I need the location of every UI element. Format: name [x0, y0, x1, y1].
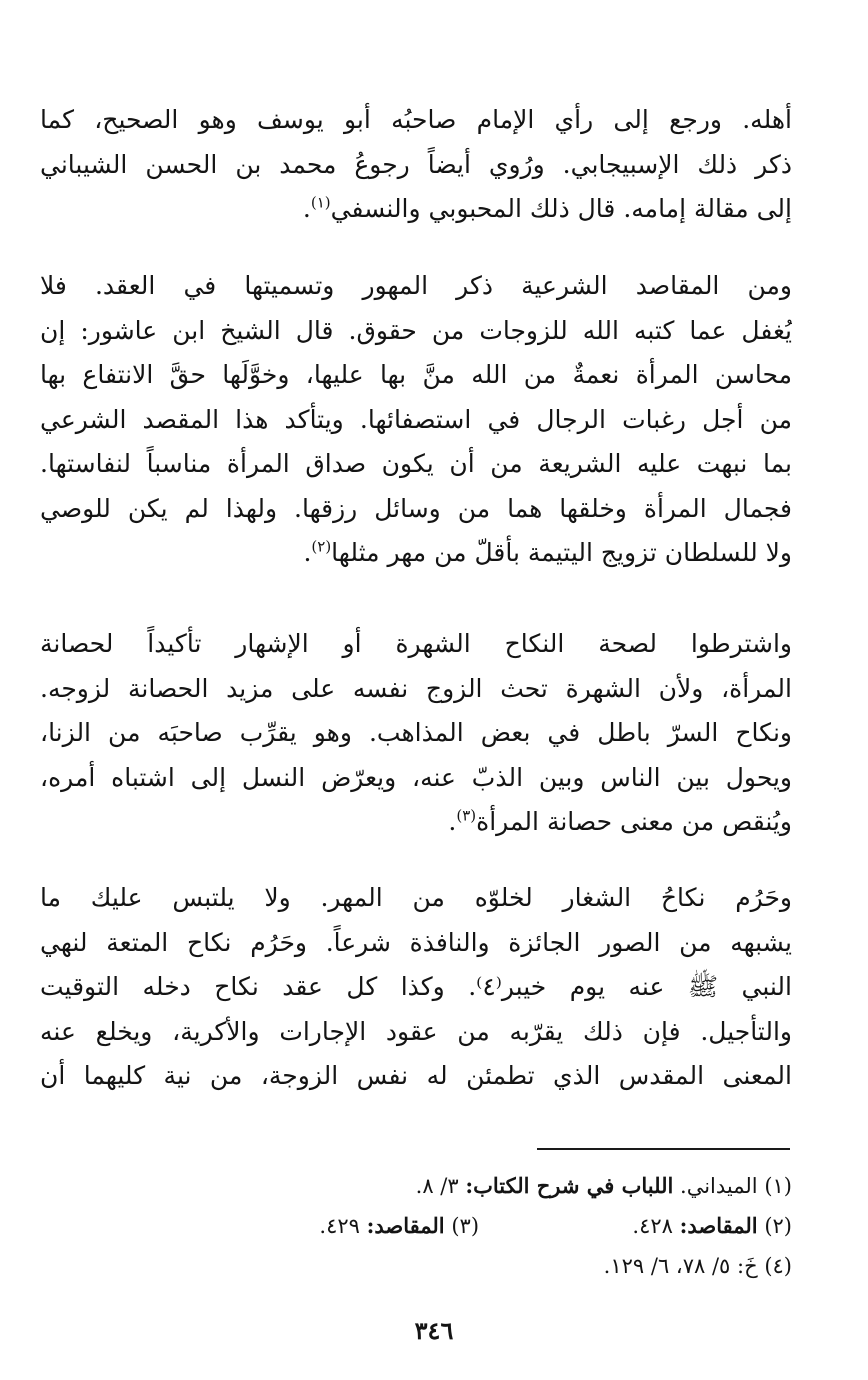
- paragraph-2: [40, 264, 792, 576]
- text-segment: ويُنقص من معنى حصانة المرأة: [476, 807, 792, 836]
- footnote-work-title: المقاصد:: [679, 1213, 758, 1238]
- text-line: وحَرُم نكاحُ الشغار لخلوّه من المهر. ولا يلتبس عليك ما: [40, 883, 792, 912]
- footnote-separator: [537, 1148, 790, 1150]
- punctuation: .: [448, 807, 457, 836]
- text-line: بما نبهت عليه الشريعة من أن يكون صداق المرأة مناسباً لنفاستها.: [40, 449, 792, 478]
- text-line: من أجل رغبات الرجال في استصفائها. ويتأكد هذا المقصد الشرعي: [40, 404, 792, 434]
- text-line: يُغفل عما كتبه الله للزوجات من حقوق. قال الشيخ ابن عاشور: إن: [40, 315, 792, 345]
- text-line: يشبهه من الصور الجائزة والنافذة شرعاً. وحَرُم نكاح المتعة لنهي: [40, 927, 792, 957]
- footnote-location: ٤٢٩.: [319, 1214, 360, 1238]
- footnote-ref[interactable]: (٢): [311, 537, 332, 556]
- footnote-2: [626, 1214, 792, 1238]
- paragraph-3: [40, 622, 792, 845]
- footnote-row-2-3: [40, 1206, 792, 1246]
- text-line: [40, 187, 792, 232]
- footnote-author: الميداني.: [680, 1174, 758, 1198]
- footnote-location: ٣/ ٨.: [415, 1174, 459, 1198]
- footnote-number: (٤): [764, 1254, 792, 1278]
- footnote-1: [40, 1166, 792, 1206]
- footnote-number: (١): [764, 1174, 792, 1198]
- text-line: ومن المقاصد الشرعية ذكر المهور وتسميتها في العقد. فلا: [40, 271, 792, 300]
- page-number: ٣٤٦: [414, 1316, 454, 1345]
- paragraph-1: [40, 98, 792, 232]
- text-line: [40, 531, 792, 576]
- footnote-number: (٢): [764, 1214, 792, 1238]
- punctuation: .: [302, 194, 311, 223]
- text-line: [40, 800, 792, 845]
- paragraph-4: [40, 876, 792, 1099]
- footnote-work-title: اللباب في شرح الكتاب:: [465, 1173, 674, 1198]
- text-line: محاسن المرأة نعمةٌ من الله منَّ بها عليها، وخوَّلَها حقَّ الانتفاع بها: [40, 360, 792, 389]
- footnote-work-title: المقاصد:: [366, 1213, 445, 1238]
- text-line: المعنى المقدس الذي تطمئن له نفس الزوجة، من نية كليهما أن: [40, 1061, 792, 1090]
- text-line: ويحول بين الناس وبين الذبّ عنه، ويعرّض النسل إلى اشتباه أمره،: [40, 762, 792, 792]
- text-line: ذكر ذلك الإسبيجابي. ورُوي أيضاً رجوعُ محمد بن الحسن الشيباني: [40, 149, 792, 179]
- text-line: ونكاح السرّ باطل في بعض المذاهب. وهو يقرِّب صاحبَه من الزنا،: [40, 718, 792, 747]
- text-line: واشترطوا لصحة النكاح الشهرة أو الإشهار تأكيداً لحصانة: [40, 629, 792, 658]
- footnotes: [40, 1166, 792, 1286]
- text-line: والتأجيل. فإن ذلك يقرّبه من عقود الإجارات والأكرية، ويخلع عنه: [40, 1016, 792, 1046]
- text-segment: ولا للسلطان تزويج اليتيمة بأقلّ من مهر مثلها: [331, 538, 792, 567]
- text-segment: إلى مقالة إمامه. قال ذلك المحبوبي والنسفي: [330, 194, 792, 223]
- text-line: أهله. ورجع إلى رأي الإمام صاحبُه أبو يوسف وهو الصحيح، كما: [40, 105, 792, 134]
- footnote-text: خَ: ٥/ ٧٨، ٦/ ١٢٩.: [603, 1254, 758, 1278]
- footnote-3: [319, 1214, 479, 1238]
- footnote-number: (٣): [451, 1214, 480, 1238]
- text-line: فجمال المرأة وخلقها هما من وسائل رزقها. ولهذا لم يكن للوصي: [40, 493, 792, 523]
- text-line: المرأة، ولأن الشهرة تحث الزوج نفسه على مزيد الحصانة لزوجه.: [40, 673, 792, 703]
- footnote-location: ٤٢٨.: [632, 1214, 673, 1238]
- text-line: النبي ﷺ عنه يوم خيبر⁽٤⁾. وكذا كل عقد نكاح دخله التوقيت: [40, 972, 792, 1001]
- footnote-4: [40, 1246, 792, 1286]
- footnote-ref[interactable]: (١): [310, 193, 331, 212]
- punctuation: .: [303, 538, 312, 567]
- footnote-ref[interactable]: (٣): [456, 806, 477, 825]
